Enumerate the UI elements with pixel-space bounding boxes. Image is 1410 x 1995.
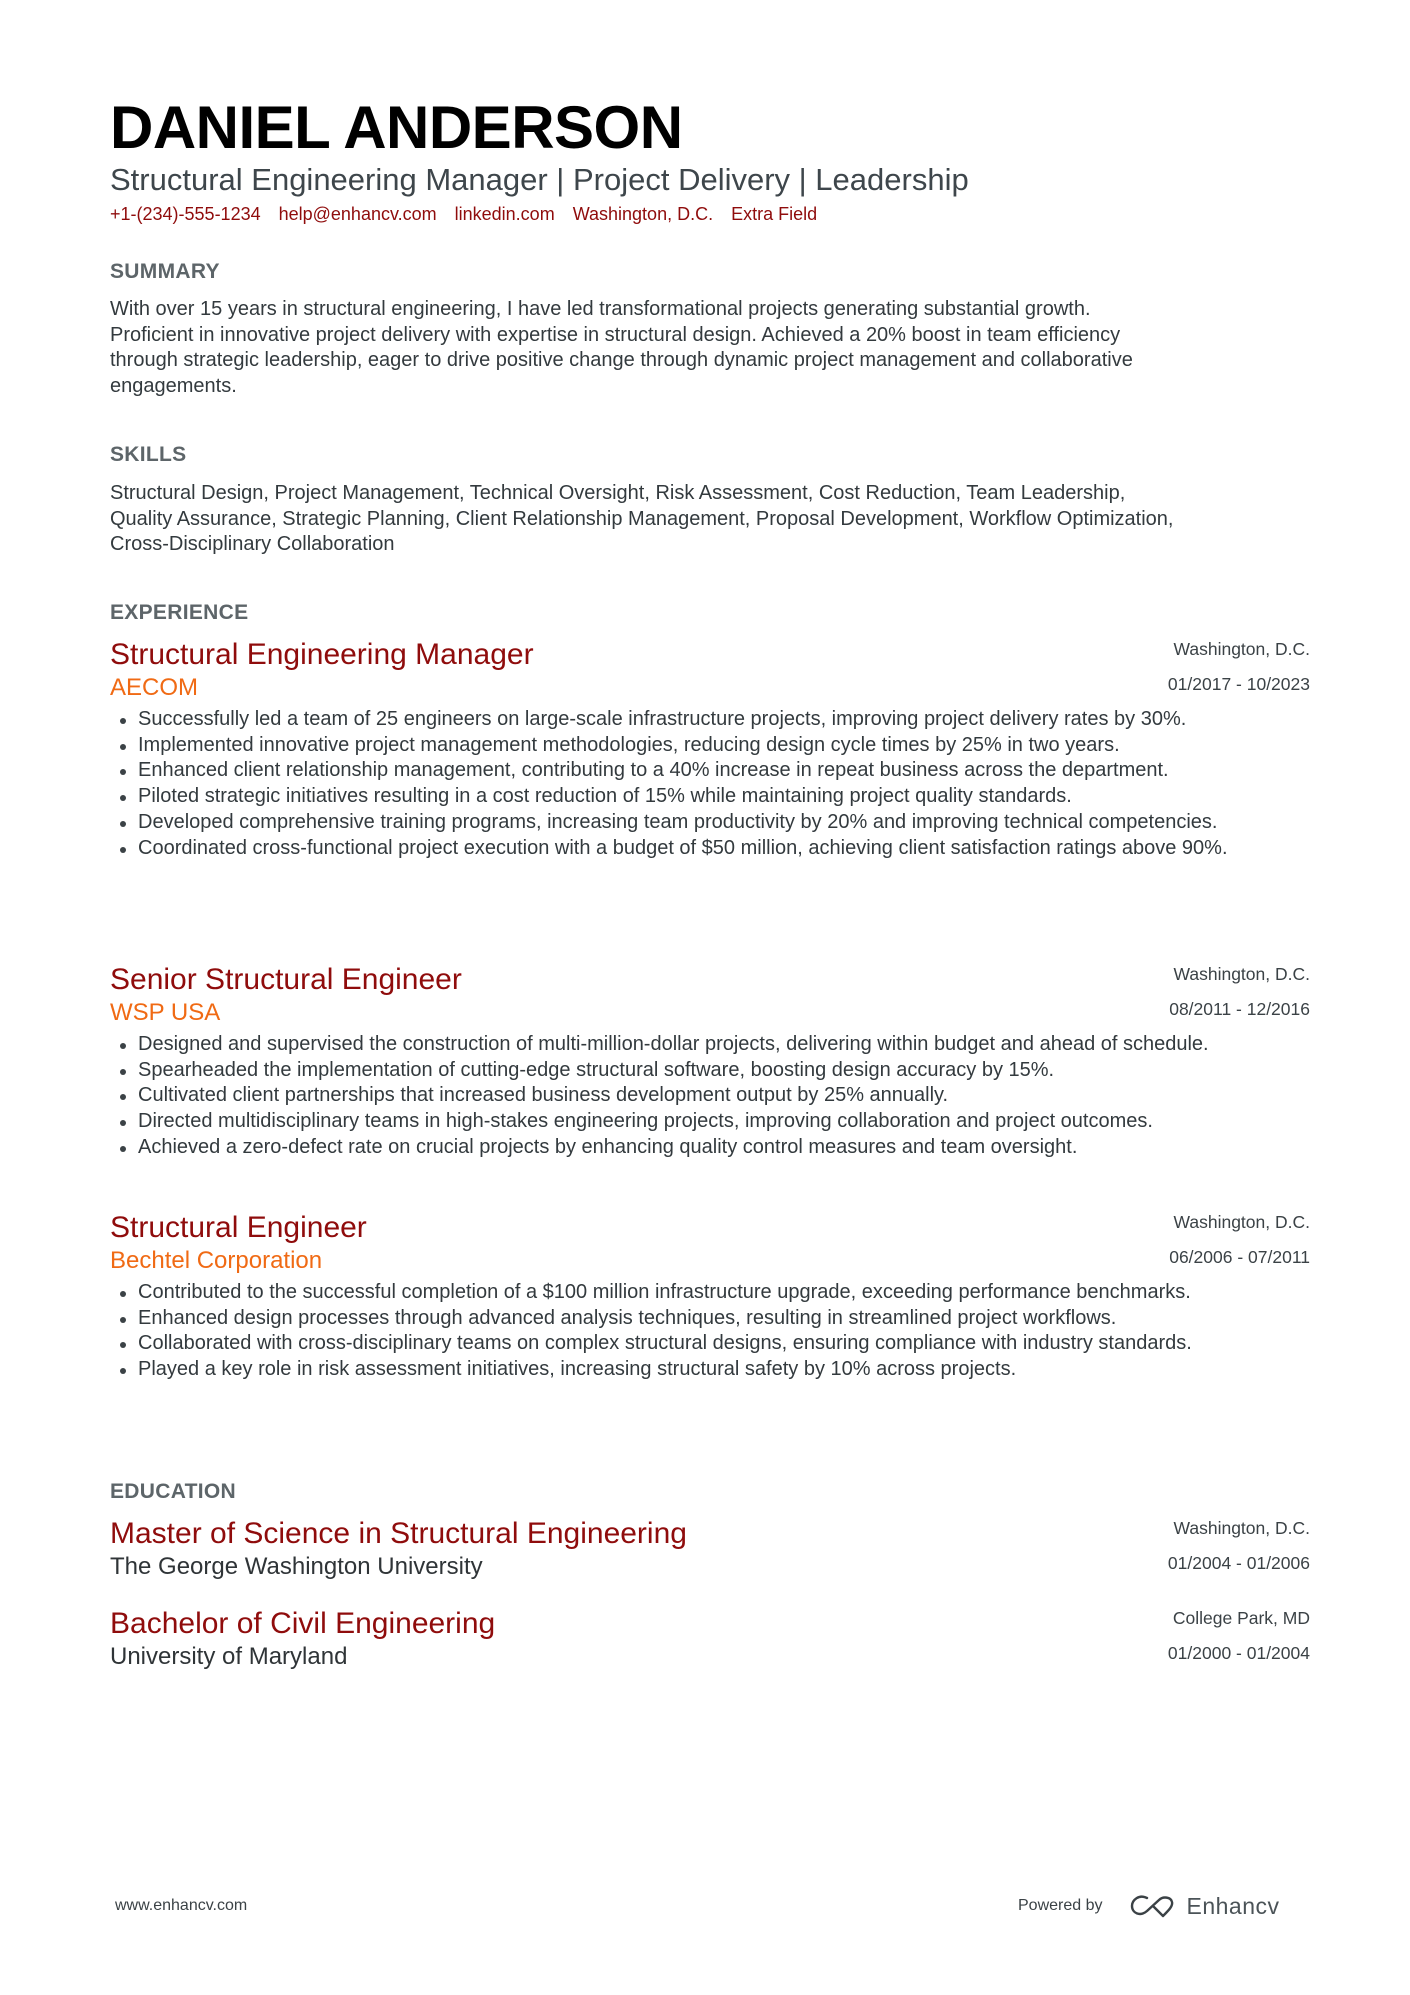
headline: Structural Engineering Manager | Project Delivery | Leadership	[110, 162, 969, 197]
company-name: Bechtel Corporation	[110, 1247, 323, 1274]
achievement-item: Cultivated client partnerships that increased business development output by 25% annually.	[138, 1083, 1310, 1109]
entry-location: Washington, D.C.	[1173, 639, 1310, 659]
entry-meta	[1168, 1606, 1310, 1665]
skills-text	[110, 481, 1310, 558]
summary-line: With over 15 years in structural engineering, I have led transformational projects generating substantial growth.	[110, 298, 1091, 320]
entry-meta	[1169, 962, 1310, 1021]
powered-by-label: Powered by	[1018, 1897, 1103, 1914]
job-title: Structural Engineering Manager	[110, 638, 534, 671]
candidate-name: DANIEL ANDERSON	[110, 94, 683, 161]
entry-location: Washington, D.C.	[1173, 1212, 1310, 1232]
achievement-list	[110, 1032, 1310, 1161]
achievement-item: Directed multidisciplinary teams in high-stakes engineering projects, improving collaboration and project outcomes.	[138, 1109, 1310, 1135]
summary-heading: SUMMARY	[110, 260, 220, 283]
education-entry	[110, 1516, 1310, 1582]
experience-heading: EXPERIENCE	[110, 601, 249, 624]
summary-line: through strategic leadership, eager to drive positive change through dynamic project management and collaborative	[110, 349, 1133, 372]
entry-location: College Park, MD	[1172, 1608, 1310, 1628]
summary-line: Proficient in innovative project delivery with expertise in structural design. Achieved a 20% boost in team efficiency	[110, 323, 1121, 346]
achievement-item: Achieved a zero-defect rate on crucial projects by enhancing quality control measures and team oversight.	[138, 1135, 1310, 1161]
degree-title: Master of Science in Structural Engineering	[110, 1517, 687, 1550]
entry-dates: 01/2017 - 10/2023	[1167, 674, 1310, 694]
skills-heading: SKILLS	[110, 443, 187, 466]
achievement-item: Collaborated with cross-disciplinary teams on complex structural designs, ensuring compliance with industry standards.	[138, 1331, 1310, 1357]
achievement-item: Played a key role in risk assessment initiatives, increasing structural safety by 10% across projects.	[138, 1357, 1310, 1383]
phone-link[interactable]: +1-(234)-555-1234	[110, 204, 261, 224]
experience-entry	[110, 962, 1310, 1161]
skills-line: Structural Design, Project Management, Technical Oversight, Risk Assessment, Cost Reduction, Team Leadership,	[110, 482, 1126, 504]
entry-dates: 01/2004 - 01/2006	[1167, 1553, 1310, 1573]
entry-location: Washington, D.C.	[1173, 964, 1310, 984]
entry-dates: 06/2006 - 07/2011	[1169, 1247, 1310, 1267]
achievement-item: Enhanced design processes through advanced analysis techniques, resulting in streamlined project workflows.	[138, 1306, 1310, 1332]
achievement-item: Spearheaded the implementation of cutting-edge structural software, boosting design accuracy by 15%.	[138, 1058, 1310, 1084]
enhancv-brand-text: Enhancv	[1186, 1892, 1280, 1919]
education-heading: EDUCATION	[110, 1480, 236, 1503]
achievement-list	[110, 707, 1310, 861]
email-link[interactable]: help@enhancv.com	[278, 204, 437, 224]
powered-by-badge[interactable]	[1018, 1892, 1280, 1920]
company-name: AECOM	[110, 674, 199, 701]
school-name: The George Washington University	[110, 1553, 483, 1580]
achievement-item: Piloted strategic initiatives resulting in a cost reduction of 15% while maintaining project quality standards.	[138, 784, 1310, 810]
entry-meta	[1168, 637, 1310, 696]
linkedin-link[interactable]: linkedin.com	[454, 204, 555, 224]
contact-bar	[110, 201, 835, 227]
entry-dates: 01/2000 - 01/2004	[1167, 1643, 1310, 1663]
skills-line: Quality Assurance, Strategic Planning, Client Relationship Management, Proposal Development, Workflow Optimization,	[110, 507, 1174, 530]
footer-website-link[interactable]: www.enhancv.com	[115, 1897, 248, 1914]
achievement-item: Successfully led a team of 25 engineers on large-scale infrastructure projects, improving project delivery rates by 30%.	[138, 707, 1310, 733]
achievement-item: Contributed to the successful completion of a $100 million infrastructure upgrade, exceeding performance benchmarks.	[138, 1280, 1310, 1306]
experience-entry	[110, 1210, 1310, 1383]
entry-location: Washington, D.C.	[1173, 1518, 1310, 1538]
job-title: Senior Structural Engineer	[110, 963, 462, 996]
enhancv-logo-icon	[1129, 1892, 1177, 1920]
summary-line: engagements.	[110, 375, 237, 398]
achievement-item: Developed comprehensive training programs, increasing team productivity by 20% and improving technical competencies.	[138, 810, 1310, 836]
extra-field: Extra Field	[731, 204, 818, 224]
skills-line: Cross-Disciplinary Collaboration	[110, 533, 395, 556]
achievement-item: Coordinated cross-functional project execution with a budget of $50 million, achieving client satisfaction ratings above 90%.	[138, 836, 1310, 862]
entry-meta	[1169, 1210, 1310, 1269]
location-text: Washington, D.C.	[572, 204, 714, 224]
education-entry	[110, 1606, 1310, 1672]
entry-meta	[1168, 1516, 1310, 1575]
achievement-item: Designed and supervised the construction of multi-million-dollar projects, delivering within budget and ahead of schedule.	[138, 1032, 1310, 1058]
company-name: WSP USA	[110, 999, 221, 1026]
summary-text	[110, 297, 1310, 400]
achievement-list	[110, 1280, 1310, 1383]
entry-dates: 08/2011 - 12/2016	[1169, 999, 1310, 1019]
achievement-item: Enhanced client relationship management, contributing to a 40% increase in repeat business across the department.	[138, 758, 1310, 784]
job-title: Structural Engineer	[110, 1211, 367, 1244]
school-name: University of Maryland	[110, 1643, 348, 1670]
achievement-item: Implemented innovative project management methodologies, reducing design cycle times by 25% in two years.	[138, 733, 1310, 759]
experience-entry	[110, 637, 1310, 861]
degree-title: Bachelor of Civil Engineering	[110, 1607, 496, 1640]
